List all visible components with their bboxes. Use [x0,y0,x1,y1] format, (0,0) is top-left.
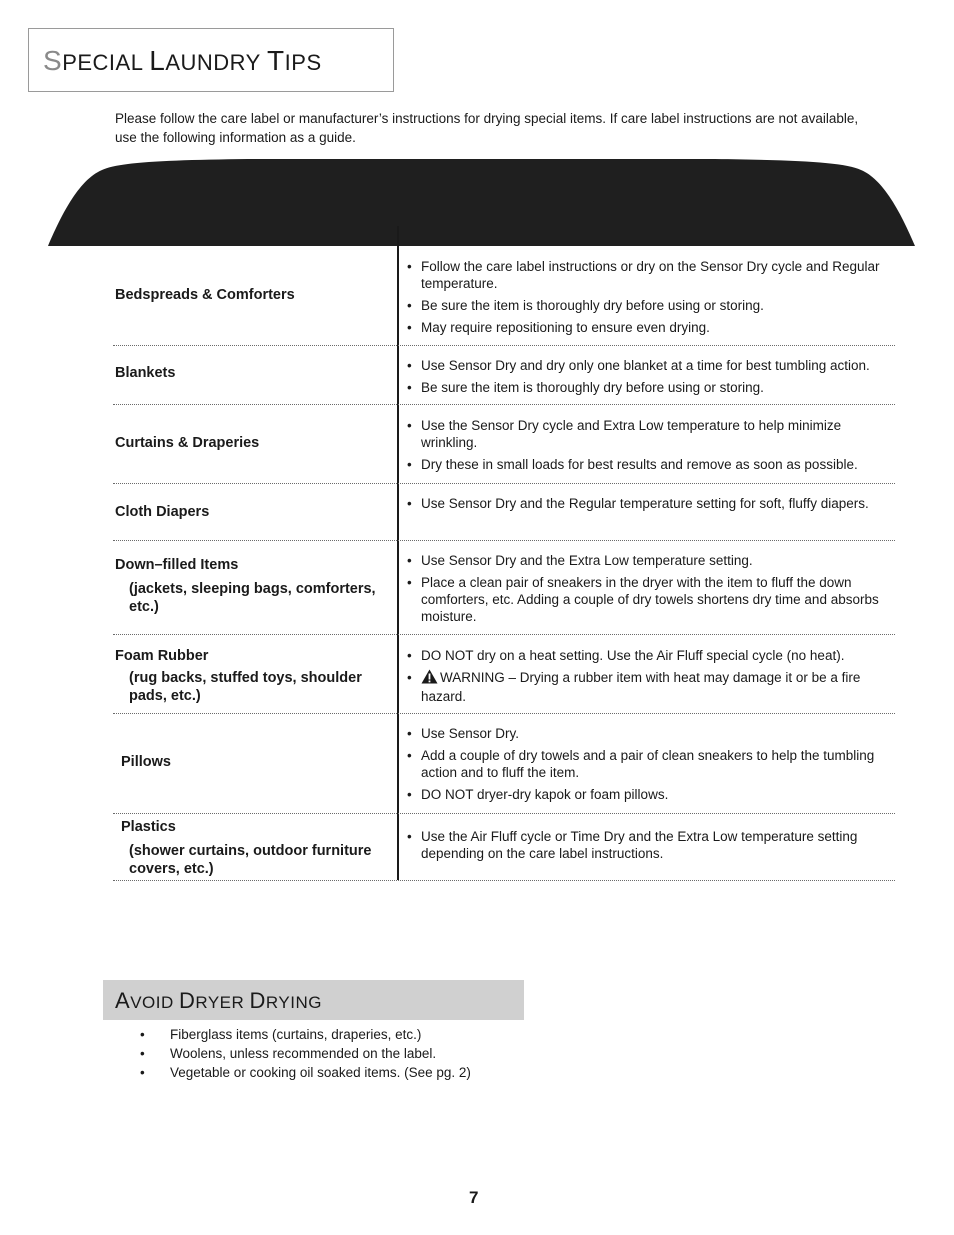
tip-item: • Add a couple of dry towels and a pair of clean sneakers to help the tumbling action and to fluff the item. [407,747,897,781]
table-row [113,484,895,541]
item-subtitle: (jackets, sleeping bags, comforters, etc.) [129,581,376,615]
title-part-3: IPS [284,50,322,75]
item-label: Cloth Diapers [115,504,210,520]
tip-item: • DO NOT dryer-dry kapok or foam pillows. [407,786,897,803]
avoid-item: • Woolens, unless recommended on the label. [140,1044,471,1063]
tip-item: • Use Sensor Dry. [407,725,897,742]
avoid-part-2: RYER [195,993,250,1012]
title-initial-s: S [43,45,63,76]
page-title [43,45,322,77]
warning-text: WARNING – Drying a rubber item with heat may damage it or be a fire hazard. [421,670,861,704]
table-row [113,714,895,814]
item-name: Plastics [121,819,176,835]
tip-list [407,417,897,478]
title-initial-l: L [149,45,166,76]
tip-list [407,495,897,517]
item-label: Blankets [115,365,176,381]
table-row [113,346,895,405]
item-subtitle: (rug backs, stuffed toys, shoulder pads, etc.) [129,670,362,704]
title-part-2: AUNDRY [165,50,268,75]
table-row [113,635,895,714]
avoid-initial-d1: D [178,988,196,1013]
tip-list [407,357,897,401]
tip-item-warning [407,669,897,705]
tip-item: • Use Sensor Dry and dry only one blanket at a time for best tumbling action. [407,357,897,374]
tip-item: • Be sure the item is thoroughly dry before using or storing. [407,297,897,314]
tip-list [407,647,897,710]
item-name: Down–filled Items [115,557,239,573]
item-subtitle: (shower curtains, outdoor furniture covers, etc.) [129,843,372,877]
item-label: Bedspreads & Comforters [115,287,295,303]
tip-list [407,552,897,630]
tip-list [407,258,897,341]
avoid-section-header [103,980,524,1020]
avoid-initial-d2: D [249,988,266,1013]
avoid-list [140,1025,471,1082]
tip-item: • Use Sensor Dry and the Regular temperature setting for soft, fluffy diapers. [407,495,897,512]
intro-paragraph: Please follow the care label or manufacturer’s instructions for drying special items. If care label instructions are not available, use the following information as a guide. [115,111,859,145]
table-row [113,405,895,484]
tip-list [407,725,897,808]
item-label: Pillows [121,754,171,770]
title-initial-t: T [267,45,285,76]
page-number: 7 [469,1188,479,1207]
tip-item: • Use the Sensor Dry cycle and Extra Low temperature to help minimize wrinkling. [407,417,897,451]
avoid-initial-a: A [115,988,131,1013]
avoid-part-3: RYING [265,993,322,1012]
tip-item: • Use the Air Fluff cycle or Time Dry and the Extra Low temperature setting depending on the care label instructions. [407,828,897,862]
avoid-section-title [115,988,322,1014]
tips-table [113,246,895,881]
tip-item: • Dry these in small loads for best results and remove as soon as possible. [407,456,897,473]
warning-triangle-icon [421,669,438,688]
avoid-part-1: VOID [130,993,179,1012]
title-part-1: PECIAL [62,50,150,75]
avoid-item: • Vegetable or cooking oil soaked items. (See pg. 2) [140,1063,471,1082]
title-box [28,28,394,92]
table-header-banner [48,158,915,246]
table-row [113,814,895,881]
avoid-item: • Fiberglass items (curtains, draperies, etc.) [140,1025,471,1044]
item-label [115,556,385,616]
tip-item: • Use Sensor Dry and the Extra Low temperature setting. [407,552,897,569]
tip-item: • Be sure the item is thoroughly dry before using or storing. [407,379,897,396]
item-name: Foam Rubber [115,648,209,664]
item-label [121,818,391,878]
item-label: Curtains & Draperies [115,435,260,451]
tip-item: • May require repositioning to ensure even drying. [407,319,897,336]
tip-item: • Follow the care label instructions or dry on the Sensor Dry cycle and Regular temperature. [407,258,897,292]
item-label [115,647,385,705]
tip-list [407,828,897,867]
table-row [113,246,895,346]
table-row [113,541,895,635]
tip-item: • Place a clean pair of sneakers in the dryer with the item to fluff the down comforters, etc. Adding a couple of dry towels shortens dry time and absorbs moisture. [407,574,897,625]
tip-item: • DO NOT dry on a heat setting. Use the Air Fluff special cycle (no heat). [407,647,897,664]
